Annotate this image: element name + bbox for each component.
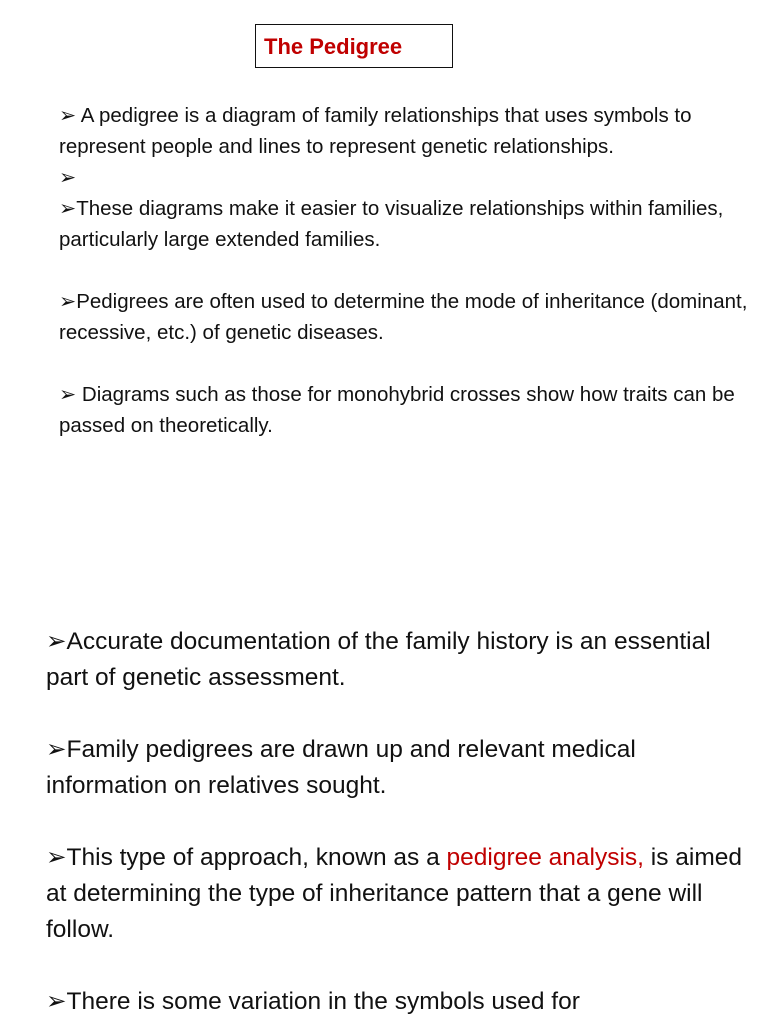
bullet-arrow-icon: ➢ [59,104,77,127]
assessment-bullet-4-text: There is some variation in the symbols used for [66,988,580,1015]
intro-bullet-2-text: These diagrams make it easier to visualize relationships within families, particularly large extended families. [59,197,724,251]
bullet-arrow-icon: ➢ [59,290,77,313]
bullet-arrow-icon: ➢ [46,844,67,871]
intro-bullet-2 [59,193,749,255]
title-box [255,24,453,68]
bullet-arrow-icon: ➢ [46,988,67,1015]
assessment-bullet-4 [46,984,756,1020]
bullet-arrow-icon: ➢ [46,736,67,763]
assessment-bullet-1 [46,624,756,696]
bullet-arrow-icon: ➢ [59,166,77,189]
intro-bullet-3-text: Pedigrees are often used to determine the mode of inheritance (dominant, recessive, etc.) of genetic diseases. [59,290,748,344]
assessment-section [46,624,756,1020]
assessment-bullet-3 [46,840,756,948]
intro-bullet-4-text: Diagrams such as those for monohybrid crosses show how traits can be passed on theoretically. [59,383,735,437]
assessment-bullet-1-text: Accurate documentation of the family history is an essential part of genetic assessment. [46,628,711,691]
bullet-arrow-icon: ➢ [59,383,77,406]
intro-bullet-1 [59,100,749,162]
intro-bullet-4 [59,379,749,441]
assessment-bullet-3-text-start: This type of approach, known as a [66,844,447,871]
bullet-arrow-icon: ➢ [59,197,77,220]
assessment-bullet-3-text-end: is aimed at determining the type of inheritance pattern that a gene will follow. [46,844,743,943]
assessment-bullet-2 [46,732,756,804]
assessment-bullet-2-text: Family pedigrees are drawn up and relevant medical information on relatives sought. [46,736,636,799]
intro-bullet-1-text: A pedigree is a diagram of family relationships that uses symbols to represent people and lines to represent genetic relationships. [59,104,692,158]
page-title: The Pedigree [264,34,403,59]
bullet-arrow-icon: ➢ [46,628,67,655]
intro-section [59,100,749,441]
pedigree-analysis-highlight: pedigree analysis, [446,844,644,871]
intro-bullet-3 [59,286,749,348]
empty-bullet [59,162,749,193]
